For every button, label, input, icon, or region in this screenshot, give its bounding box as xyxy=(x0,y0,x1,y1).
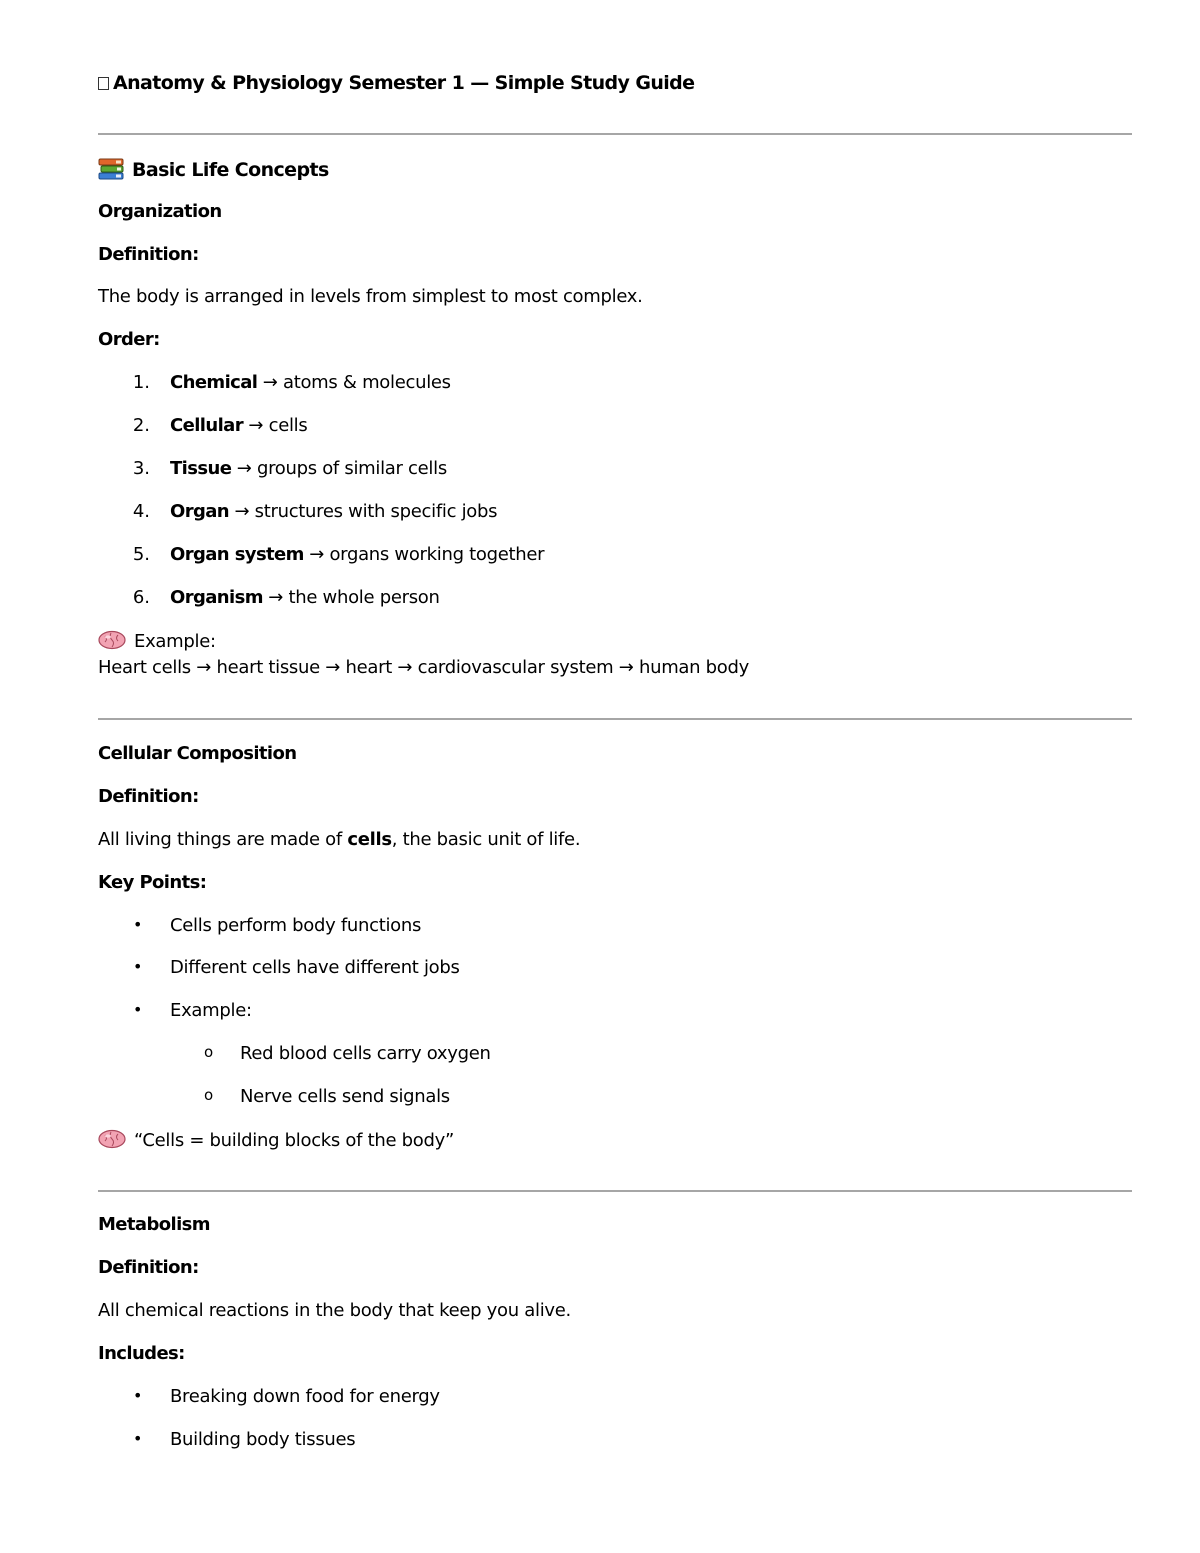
bullet: • xyxy=(133,915,143,934)
bullet: • xyxy=(133,1429,143,1448)
brain-icon xyxy=(98,630,126,650)
organization-heading: Organization xyxy=(98,201,222,222)
divider xyxy=(98,133,1132,135)
keypoints-label: Key Points: xyxy=(98,872,207,893)
definition-text: All living things are made of cells, the basic unit of life. xyxy=(98,829,581,850)
cells-quote: “Cells = building blocks of the body” xyxy=(98,1129,454,1151)
example-text: Heart cells → heart tissue → heart → cardiovascular system → human body xyxy=(98,657,750,678)
document-title: Anatomy & Physiology Semester 1 — Simple Study Guide xyxy=(98,72,694,94)
level-desc: → the whole person xyxy=(262,587,440,608)
list-item: • Example: xyxy=(133,1000,252,1021)
level-desc: → groups of similar cells xyxy=(231,458,447,479)
level-term: Cellular xyxy=(170,415,243,436)
level-term: Chemical xyxy=(170,372,258,393)
cellular-heading: Cellular Composition xyxy=(98,743,297,764)
sub-list-item: o Red blood cells carry oxygen xyxy=(204,1043,491,1064)
sub-list-item: o Nerve cells send signals xyxy=(204,1086,450,1107)
list-item: • Different cells have different jobs xyxy=(133,957,460,978)
bullet: • xyxy=(133,1000,143,1019)
list-item: 5. Organ system → organs working together xyxy=(132,544,545,565)
definition-label: Definition: xyxy=(98,244,199,265)
example-label: Example: xyxy=(98,630,216,652)
list-item: 4. Organ → structures with specific jobs xyxy=(132,501,498,522)
metabolism-heading: Metabolism xyxy=(98,1214,210,1235)
bullet: o xyxy=(204,1043,214,1061)
level-term: Organism xyxy=(170,587,263,608)
bullet: o xyxy=(204,1086,214,1104)
level-term: Tissue xyxy=(170,458,232,479)
order-label: Order: xyxy=(98,329,160,350)
divider xyxy=(98,1190,1132,1192)
books-icon xyxy=(98,158,124,180)
definition-text: The body is arranged in levels from simplest to most complex. xyxy=(98,286,643,307)
brain-icon xyxy=(98,1129,126,1149)
divider xyxy=(98,718,1132,720)
level-desc: → cells xyxy=(242,415,308,436)
level-term: Organ xyxy=(170,501,230,522)
bullet: • xyxy=(133,957,143,976)
definition-label: Definition: xyxy=(98,1257,199,1278)
definition-text: All chemical reactions in the body that keep you alive. xyxy=(98,1300,571,1321)
list-item: • Breaking down food for energy xyxy=(133,1386,440,1407)
missing-glyph-icon xyxy=(98,77,109,90)
list-item: 3. Tissue → groups of similar cells xyxy=(132,458,447,479)
level-term: Organ system xyxy=(170,544,304,565)
list-item: 2. Cellular → cells xyxy=(132,415,308,436)
list-item: • Building body tissues xyxy=(133,1429,356,1450)
level-desc: → structures with specific jobs xyxy=(229,501,498,522)
list-item: 1. Chemical → atoms & molecules xyxy=(132,372,451,393)
bullet: • xyxy=(133,1386,143,1405)
level-desc: → organs working together xyxy=(303,544,545,565)
list-item: • Cells perform body functions xyxy=(133,915,422,936)
level-desc: → atoms & molecules xyxy=(257,372,451,393)
includes-label: Includes: xyxy=(98,1343,185,1364)
definition-label: Definition: xyxy=(98,786,199,807)
section-heading: Basic Life Concepts xyxy=(98,158,329,181)
list-item: 6. Organism → the whole person xyxy=(132,587,440,608)
